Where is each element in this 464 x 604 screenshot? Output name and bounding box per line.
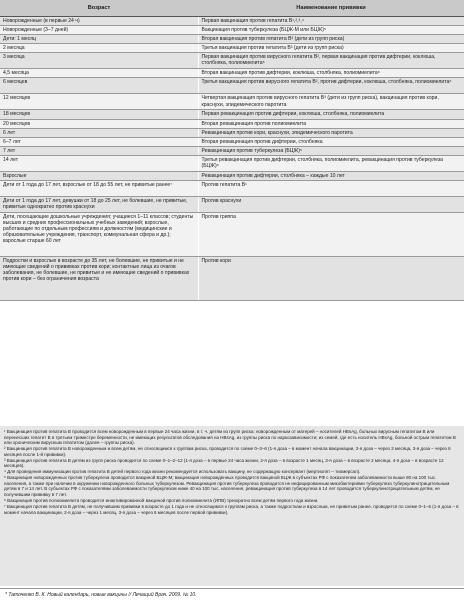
vaccine-cell: Ревакцинация против кори, краснухи, эпидемического паротита	[198, 128, 464, 137]
age-cell: Новорожденные (в первые 24 ч)	[0, 17, 198, 26]
footnote: ¹ Вакцинация против гепатита В проводится всем новорожденным в первые 24 часа жизни, в т. ч. детям из групп риска: новорожденным от матерей – носителей HBsAg, больных вирусным гепатитом В или перенесших гепатит В в третьем триместре беременности, не имеющих результатов обследования на HBsAg, из группы риска по наркозависимости; из семей, где есть носитель HBsAg, больной острым гепатитом В или хроническим вирусным гепатитом (далее – группы риска).	[4, 429, 456, 446]
vaccine-cell: Ревакцинация против туберкулеза (БЦЖ)⁵	[198, 146, 464, 155]
vaccine-cell: Третья вакцинация против гепатита В³ (дети из групп риска)	[198, 44, 464, 53]
footnote: ⁴ Для проведения иммунизации против гепатита В детей первого года жизни рекомендуется использовать вакцину, не содержащую консервант (мертиолят – тиомерсал).	[4, 469, 361, 475]
vaccine-cell: Против гепатита В¹	[198, 181, 464, 197]
footnote: ⁵ Вакцинация новорожденных против туберкулеза проводится вакциной БЦЖ-М; вакцинация новорожденных проводится вакциной БЦЖ в субъектах РФ с показателем заболеваемости выше 80 на 100 тыс. населения, а также при наличии в окружении новорожденного больных туберкулезом. Ревакцинация против туберкулеза проводится не инфицированным микобактериями туберкулеза туберкулинотрицательным детям в 7 и 14 лет. В субъектах РФ с показателями заболеваемости туберкулезом ниже 40 на 100 тыс. населения, ревакцинация против туберкулеза в 14 лет проводится туберкулинотрицательным детям, не получившим прививку в 7 лет.	[4, 475, 450, 498]
footnote: ³ Вакцинация против гепатита В детям из групп риска проводится по схеме 0–1–2–12 (1-я доза – в первые 24 часа жизни, 2-я доза – в возрасте 1 месяц, 3-я доза – в возрасте 2 месяца, 4-я доза – в возрасте 12 месяцев).	[4, 457, 444, 469]
table-row	[0, 171, 464, 180]
table-body	[0, 17, 464, 301]
vaccine-cell: Ревакцинация против дифтерии, столбняка – каждые 10 лет	[198, 171, 464, 180]
age-cell: 14 лет	[0, 155, 198, 171]
age-cell: Взрослые	[0, 171, 198, 180]
age-cell: 12 месяцев	[0, 94, 198, 110]
header-vaccine: Наименование прививки	[198, 0, 464, 17]
age-cell: Дети от 1 года до 17 лет, взрослые от 18 до 55 лет, не привитые ранее⁷	[0, 181, 198, 197]
table-row	[0, 119, 464, 128]
age-cell: 18 месяцев	[0, 110, 198, 119]
table-row	[0, 197, 464, 213]
vaccine-cell: Первая вакцинация против вирусного гепатита В², первая вакцинация против дифтерии, коклюша, столбняка, полиомиелита⁶	[198, 53, 464, 69]
age-cell: 20 месяцев	[0, 119, 198, 128]
vaccine-cell: Вторая вакцинация против гепатита В³ (дети из групп риска)	[198, 35, 464, 44]
vaccine-cell: Первая вакцинация против гепатита В¹,²,³,⁴	[198, 17, 464, 26]
vaccine-cell: Третья ревакцинация против дифтерии, столбняка, полиомиелита, ревакцинация против туберкулеза (БЦЖ)⁵	[198, 155, 464, 171]
table-row	[0, 257, 464, 301]
vaccine-cell: Против краснухи	[198, 197, 464, 213]
table-row	[0, 110, 464, 119]
age-cell: 7 лет	[0, 146, 198, 155]
footnotes	[0, 426, 464, 586]
table-row	[0, 181, 464, 197]
age-cell: 6 лет	[0, 128, 198, 137]
header-age: Возраст	[0, 0, 198, 17]
footnote: ⁷ Вакцинация против гепатита В детям, не получившим прививки в возрасте до 1 года и не относящимся к группам риска, а также подросткам и взрослым, не привитым ранее, проводится по схеме 0–1–6 (1-я доза – в момент начала вакцинации, 2-я доза – через 1 месяц, 3-я доза – через 6 месяцев после первой прививки).	[4, 504, 459, 515]
age-cell: 2 месяца	[0, 44, 198, 53]
vaccine-cell: Вторая ревакцинация против дифтерии, столбняка	[198, 137, 464, 146]
table-row	[0, 69, 464, 78]
age-cell: 6 месяцев	[0, 78, 198, 94]
table-row	[0, 155, 464, 171]
vaccine-cell: Первая ревакцинация против дифтерии, коклюша, столбняка, полиомиелита	[198, 110, 464, 119]
table-row	[0, 53, 464, 69]
vaccination-schedule-table	[0, 0, 464, 301]
vaccine-cell: Третья вакцинация против вирусного гепатита В², против дифтерии, коклюша, столбняка, полиомиелита⁶	[198, 78, 464, 94]
age-cell: Подростки и взрослые в возрасте до 35 лет, не болевшие, не привитые и не имеющие сведений о прививках против кори; контактные лица из очагов заболевания, не болевшие, не привитые и не имеющие сведений о прививках против кори – без ограничения возраста	[0, 257, 198, 301]
vaccine-cell: Вторая ревакцинация против полиомиелита	[198, 119, 464, 128]
vaccine-cell: Четвертая вакцинация против вирусного гепатита В³ (дети из групп риска), вакцинация против кори, краснухи, эпидемического паротита	[198, 94, 464, 110]
age-cell: Дети: 1 месяц	[0, 35, 198, 44]
table-row	[0, 17, 464, 26]
vaccine-cell: Вакцинация против туберкулеза (БЦЖ-М или БЦЖ)⁵	[198, 26, 464, 35]
age-cell: 4,5 месяца	[0, 69, 198, 78]
age-cell: 6–7 лет	[0, 137, 198, 146]
table-row	[0, 146, 464, 155]
table-row	[0, 35, 464, 44]
table-row	[0, 137, 464, 146]
vaccine-cell: Вторая вакцинация против дифтерии, коклюша, столбняка, полиомиелита⁶	[198, 69, 464, 78]
vaccine-cell: Против кори	[198, 257, 464, 301]
age-cell: Дети от 1 года до 17 лет, девушки от 18 до 25 лет, не болевшие, не привитые, привитые однократно против краснухи	[0, 197, 198, 213]
table-row	[0, 94, 464, 110]
vaccine-cell: Против гриппа	[198, 213, 464, 257]
table-row	[0, 26, 464, 35]
table-row	[0, 78, 464, 94]
table-row	[0, 128, 464, 137]
footnote: ⁶ Вакцинация против полиомиелита проводится инактивированной вакциной против полиомиелита (ИПВ) трехкратно всем детям первого года жизни.	[4, 498, 319, 504]
age-cell: Новорожденные (3–7 дней)	[0, 26, 198, 35]
age-cell: Дети, посещающие дошкольные учреждения; учащиеся 1–11 классов; студенты высших и средних профессиональных учебных заведений; взрослые, работающие по отдельным профессиям и должностям (медицинские и образовательные учреждения, транспорт, коммунальная сфера и др.); взрослые старше 60 лет	[0, 213, 198, 257]
table-row	[0, 44, 464, 53]
source-citation: * Таточенко В. К. Новый календарь, новые вакцины // Лечащий Врач. 2009. № 10.	[0, 588, 464, 604]
table-row	[0, 213, 464, 257]
table-header-row	[0, 0, 464, 17]
footnote: ² Вакцинация против гепатита В новорожденным и всем детям, не относящимся к группам риска, проводится по схеме 0–3–6 (1-я доза – в момент начала вакцинации, 2-я доза – через 3 месяца, 3-я доза – через 6 месяцев после 1-й прививки).	[4, 446, 451, 457]
age-cell: 3 месяца	[0, 53, 198, 69]
